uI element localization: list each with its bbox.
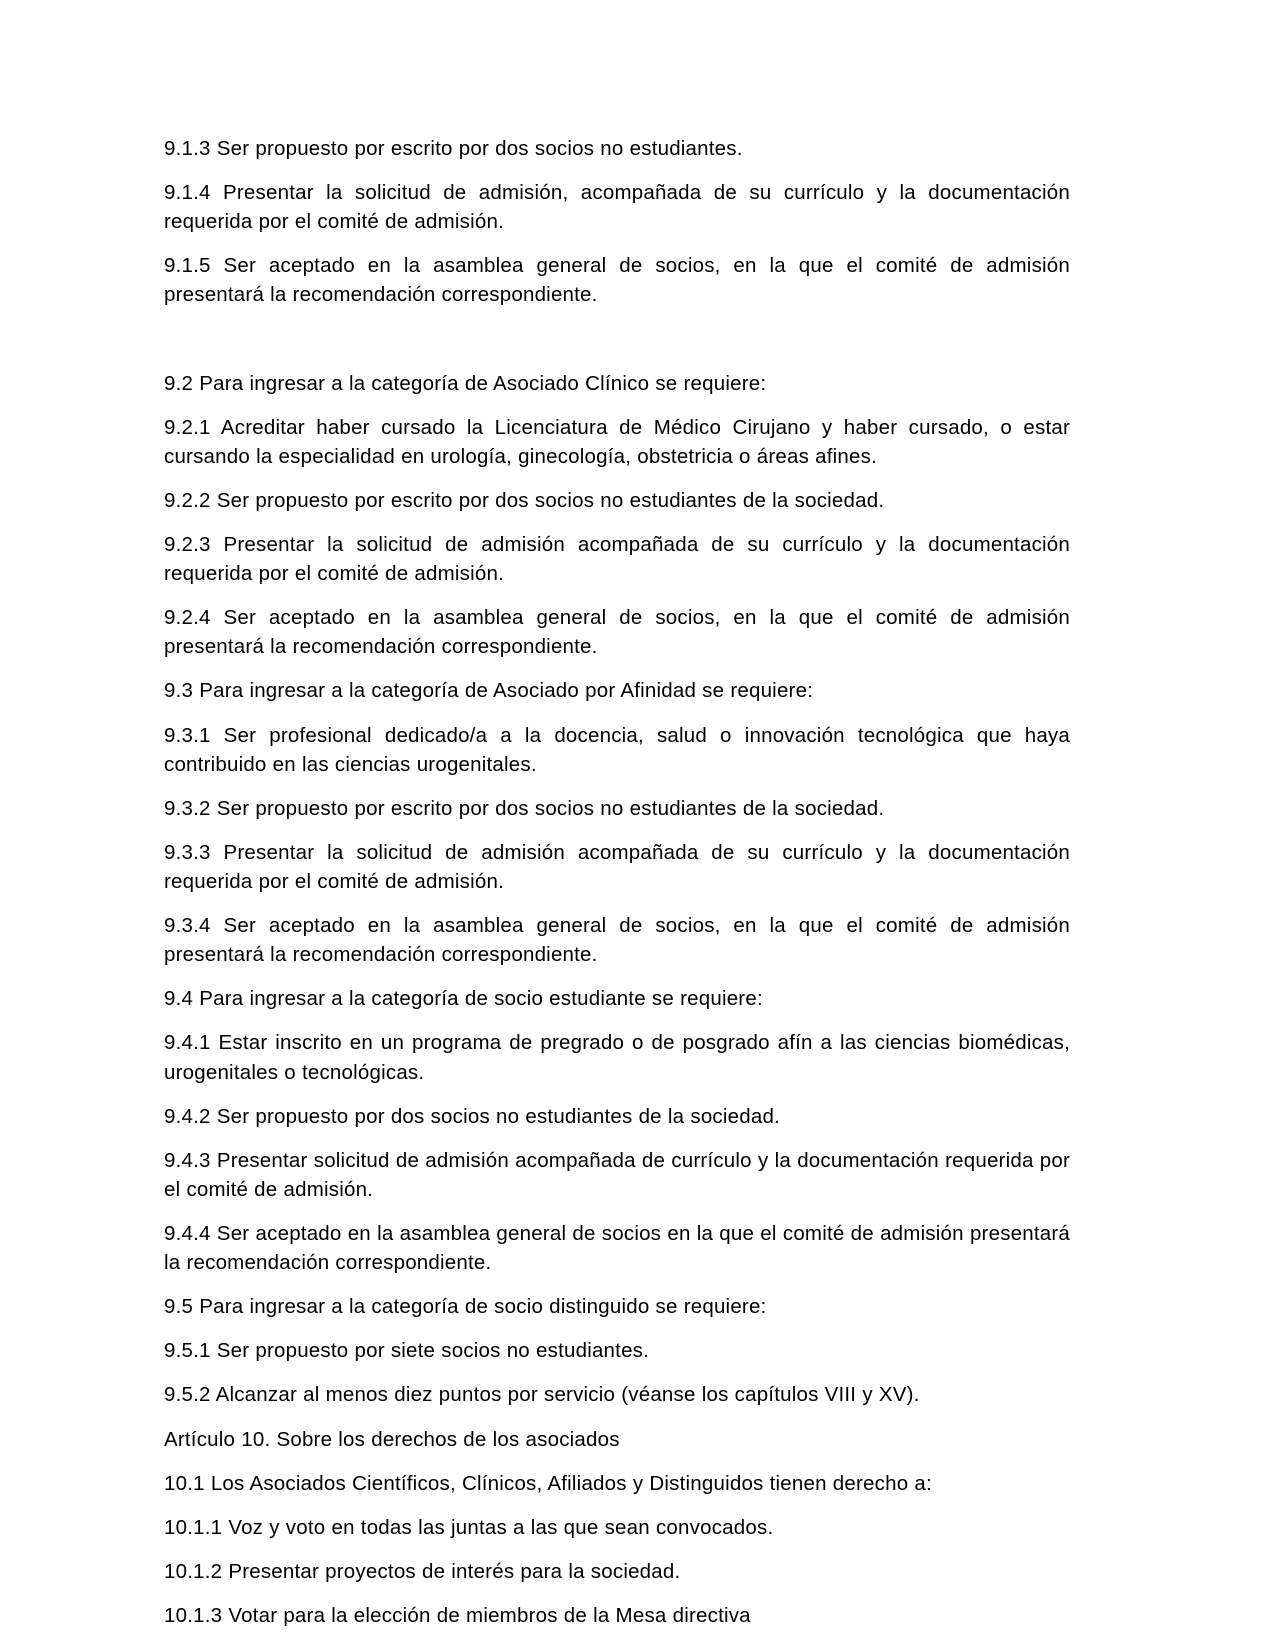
paragraph-9-2: 9.2 Para ingresar a la categoría de Asociado Clínico se requiere: — [164, 371, 767, 395]
paragraph-10-1-1: 10.1.1 Voz y voto en todas las juntas a las que sean convocados. — [164, 1515, 774, 1539]
paragraph-9-2-4: 9.2.4 Ser aceptado en la asamblea general de socios, en la que el comité de admisión presentará la recomendación correspondiente. — [164, 606, 1070, 659]
paragraph-9-1-3: 9.1.3 Ser propuesto por escrito por dos socios no estudiantes. — [164, 137, 743, 160]
paragraph-articulo-10-heading: Artículo 10. Sobre los derechos de los asociados — [164, 1427, 620, 1451]
paragraph-9-4-1: 9.4.1 Estar inscrito en un programa de pregrado o de posgrado afín a las ciencias biomédicas, urogenitales o tecnológicas. — [164, 1031, 1070, 1084]
paragraph-9-2-2: 9.2.2 Ser propuesto por escrito por dos socios no estudiantes de la sociedad. — [164, 488, 885, 512]
paragraph-9-4-2: 9.4.2 Ser propuesto por dos socios no estudiantes de la sociedad. — [164, 1104, 780, 1128]
paragraph-10-1-3: 10.1.3 Votar para la elección de miembros de la Mesa directiva — [164, 1603, 751, 1627]
paragraph-9-2-1: 9.2.1 Acreditar haber cursado la Licenciatura de Médico Cirujano y haber cursado, o estar cursando la especialidad en urología, ginecología, obstetricia o áreas afines. — [164, 415, 1070, 468]
paragraph-10-1: 10.1 Los Asociados Científicos, Clínicos, Afiliados y Distinguidos tienen derecho a: — [164, 1471, 932, 1495]
paragraph-9-3-1: 9.3.1 Ser profesional dedicado/a a la docencia, salud o innovación tecnológica que haya contribuido en las ciencias urogenitales. — [164, 723, 1070, 776]
document-text-body — [164, 134, 1070, 1645]
paragraph-9-4-3: 9.4.3 Presentar solicitud de admisión acompañada de currículo y la documentación requerida por el comité de admisión. — [164, 1148, 1070, 1201]
paragraph-10-1-2: 10.1.2 Presentar proyectos de interés para la sociedad. — [164, 1559, 681, 1583]
paragraph-9-5-2: 9.5.2 Alcanzar al menos diez puntos por servicio (véanse los capítulos VIII y XV). — [164, 1383, 920, 1407]
paragraph-9-3: 9.3 Para ingresar a la categoría de Asociado por Afinidad se requiere: — [164, 679, 814, 703]
paragraph-9-1-5: 9.1.5 Ser aceptado en la asamblea general de socios, en la que el comité de admisión presentará la recomendación correspondiente. — [164, 254, 1070, 307]
paragraph-9-4: 9.4 Para ingresar a la categoría de socio estudiante se requiere: — [164, 987, 763, 1011]
paragraph-9-4-4: 9.4.4 Ser aceptado en la asamblea general de socios en la que el comité de admisión presentará la recomendación correspondiente. — [164, 1221, 1070, 1275]
paragraph-spacer — [164, 325, 1070, 354]
paragraph-9-2-3: 9.2.3 Presentar la solicitud de admisión acompañada de su currículo y la documentación requerida por el comité de admisión. — [164, 532, 1070, 586]
paragraph-9-5: 9.5 Para ingresar a la categoría de socio distinguido se requiere: — [164, 1295, 767, 1319]
paragraph-9-3-4: 9.3.4 Ser aceptado en la asamblea general de socios, en la que el comité de admisión presentará la recomendación correspondiente. — [164, 914, 1070, 967]
paragraph-9-1-4: 9.1.4 Presentar la solicitud de admisión, acompañada de su currículo y la documentación requerida por el comité de admisión. — [164, 181, 1070, 234]
paragraph-9-5-1: 9.5.1 Ser propuesto por siete socios no estudiantes. — [164, 1339, 650, 1363]
paragraph-9-3-2: 9.3.2 Ser propuesto por escrito por dos socios no estudiantes de la sociedad. — [164, 796, 885, 820]
paragraph-9-3-3: 9.3.3 Presentar la solicitud de admisión acompañada de su currículo y la documentación requerida por el comité de admisión. — [164, 840, 1070, 893]
